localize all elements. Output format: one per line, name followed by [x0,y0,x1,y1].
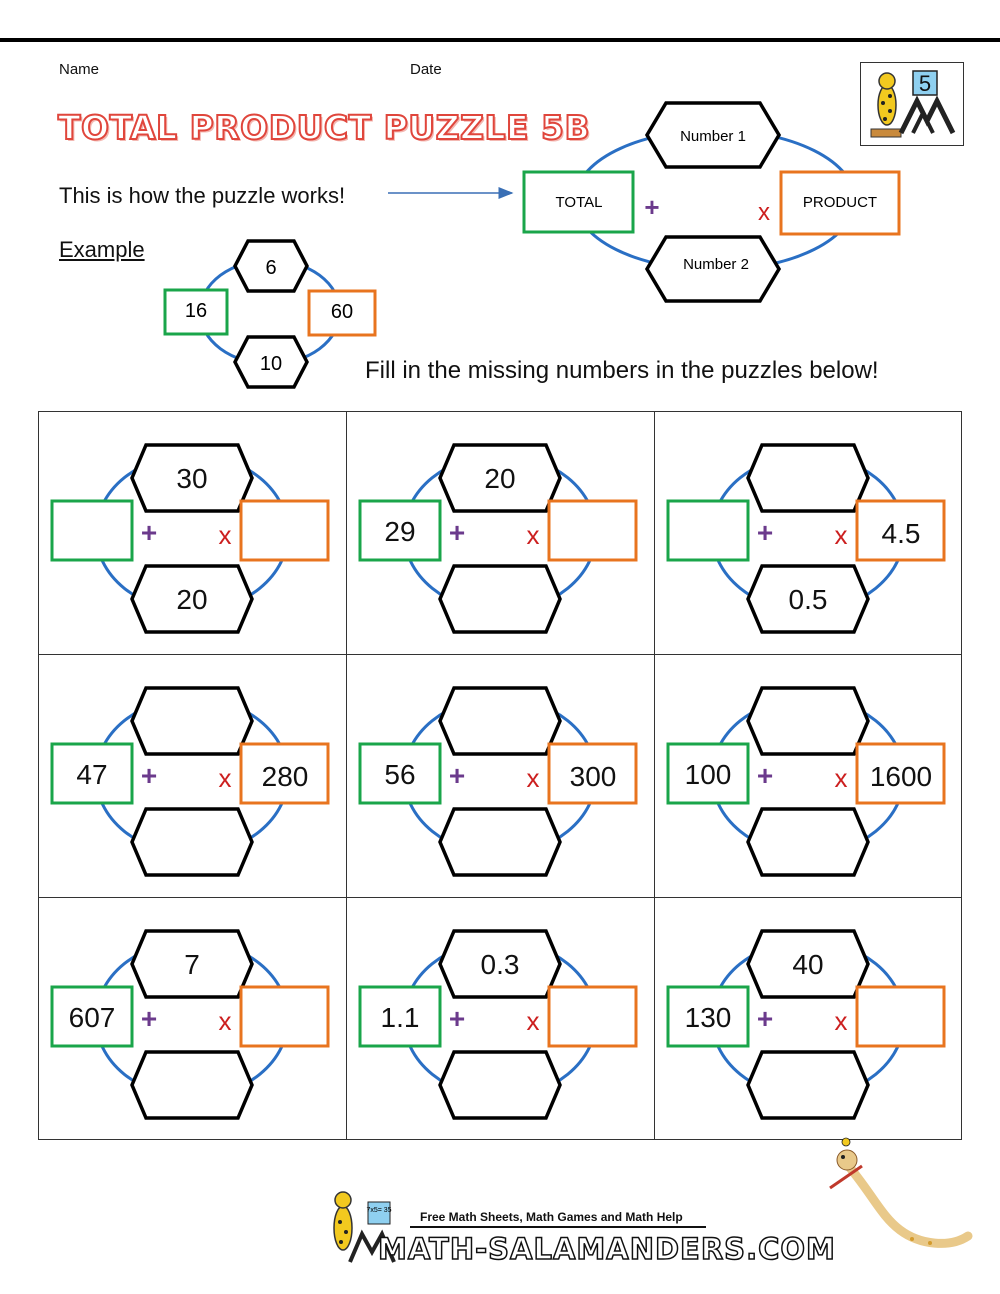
puzzle-2 [360,445,636,632]
number1-value: 0.3 [480,949,520,980]
times-sign: x [526,763,540,793]
puzzle-1 [52,445,328,632]
times-sign: x [834,520,848,550]
product-box[interactable] [241,987,328,1046]
example-number1: 6 [265,257,277,279]
puzzle-4 [52,688,328,875]
number2-hexagon[interactable] [748,1052,868,1118]
plus-sign: + [756,1003,774,1034]
plus-sign: + [448,1003,466,1034]
plus-sign: + [140,1003,158,1034]
total-value: 56 [384,759,416,790]
number1-hexagon[interactable] [440,688,560,754]
number2-hexagon[interactable] [440,809,560,875]
number2-value: 20 [176,584,208,615]
number2-hexagon[interactable] [748,809,868,875]
plus-sign: + [448,760,466,791]
number1-value: 30 [176,463,208,494]
example-number2: 10 [259,353,283,375]
total-value: 130 [684,1002,732,1033]
puzzle-5 [360,688,636,875]
puzzle-grid [38,411,962,1140]
plus-sign: + [756,760,774,791]
times-sign: x [834,1006,848,1036]
puzzles [52,445,944,1118]
example-diagram [165,241,375,387]
example-label: Example [59,237,145,262]
number1-hexagon[interactable] [748,688,868,754]
puzzle-6 [668,688,944,875]
number1-hexagon[interactable] [748,445,868,511]
plus-sign: + [140,517,158,548]
grade-number: 5 [918,71,932,96]
number2-label: Number 2 [683,256,749,273]
example-product: 60 [330,301,354,323]
total-value: 607 [68,1002,116,1033]
puzzle-3 [668,445,944,632]
product-label: PRODUCT [802,194,878,211]
total-value: 29 [384,516,416,547]
puzzle-9 [668,931,944,1118]
plus-sign: + [644,192,660,222]
product-value: 280 [261,761,309,792]
footer-tagline: Free Math Sheets, Math Games and Math Help [420,1210,683,1224]
plus-sign: + [140,760,158,791]
date-label: Date [410,61,442,78]
product-value: 300 [569,761,617,792]
number2-hexagon[interactable] [132,1052,252,1118]
instructions-text: Fill in the missing numbers in the puzzles below! [365,357,879,384]
times-sign: x [526,1006,540,1036]
product-value: 1600 [869,761,933,792]
name-label: Name [59,61,100,78]
times-sign: x [526,520,540,550]
product-box[interactable] [241,501,328,560]
number2-hexagon[interactable] [440,1052,560,1118]
number1-value: 7 [184,949,200,980]
footer-logo-text: 7x5= 35 [366,1207,392,1214]
times-sign: x [758,199,770,226]
footer-site-link[interactable]: MATH-SALAMANDERS.COM [378,1232,836,1266]
total-box[interactable] [52,501,132,560]
number1-value: 40 [792,949,824,980]
total-box[interactable] [668,501,748,560]
worksheet-title: TOTAL PRODUCT PUZZLE 5B [58,108,591,147]
plus-sign: + [756,517,774,548]
number1-label: Number 1 [680,128,746,145]
puzzle-7 [52,931,328,1118]
product-box[interactable] [549,501,636,560]
plus-sign: + [448,517,466,548]
number1-value: 20 [484,463,516,494]
times-sign: x [834,763,848,793]
total-value: 47 [76,759,108,790]
number2-value: 0.5 [788,584,828,615]
times-sign: x [218,520,232,550]
how-it-works-text: This is how the puzzle works! [59,183,346,208]
number2-hexagon[interactable] [132,809,252,875]
explanation-diagram [524,103,899,301]
times-sign: x [218,763,232,793]
total-value: 100 [684,759,732,790]
product-box[interactable] [549,987,636,1046]
salamander-pencil-icon [830,1138,968,1245]
puzzle-8 [360,931,636,1118]
times-sign: x [218,1006,232,1036]
number2-hexagon[interactable] [440,566,560,632]
total-value: 1.1 [380,1002,420,1033]
number1-hexagon[interactable] [132,688,252,754]
product-box[interactable] [857,987,944,1046]
product-value: 4.5 [881,518,921,549]
example-total: 16 [184,300,208,322]
total-label: TOTAL [555,194,603,211]
